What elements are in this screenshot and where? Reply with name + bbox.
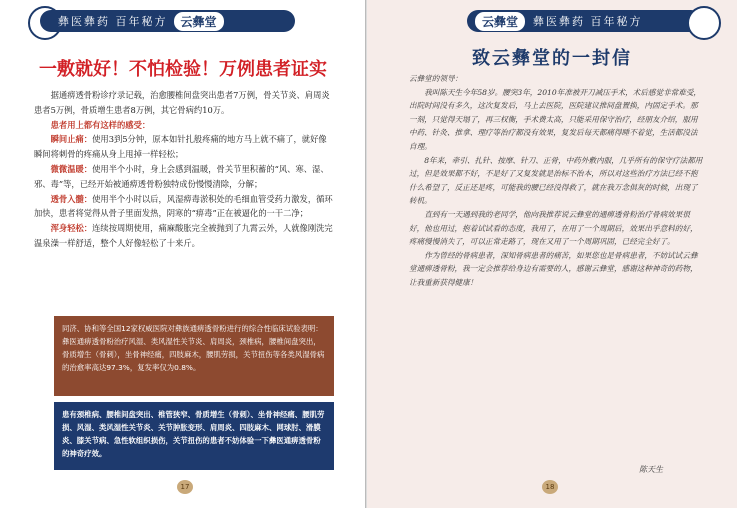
letter-paragraph: 8年来，牵引、扎针、按摩、针刀、正骨，中药外敷内服，几乎所有的保守疗法都用过，但是效果都不好，不是好了又复发就是治标不治本，所以对这些治疗方法已经不抱什么希望了，反正还是疼，可能我的腰已经没得救了，就在我万念俱灰的时候，出现了转机。 xyxy=(409,155,703,206)
letter-paragraph: 直到有一天遇到我的老同学，他向我推荐说云彝堂的通痹透骨粉治疗骨病效果很好，他也用过，抱着试试看的态度，我用了，在用了一个周期后，效果出乎意料的好，疼痛慢慢消失了，可以正常走路了，现在又用了一个周期巩固，已经完全好了。 xyxy=(409,209,698,247)
stage-paragraph: 瞬间止痛：使用3到5分钟，原本如针扎般疼痛的地方马上就不痛了，就好像瞬间将刺骨的疼痛从身上甩掉一样轻松； xyxy=(34,134,327,160)
indications-box: 患有颈椎病、腰椎间盘突出、椎管狭窄、骨质增生（骨刺）、坐骨神经痛、腰肌劳损、风湿、类风湿性关节炎、关节肿胀变形、肩周炎、四肢麻木、网球肘、滑膜炎、膝关节病、急性软组织损伤，关节扭伤的患者不妨体验一下彝医通痹透骨粉的神奇疗效。 xyxy=(54,402,334,470)
stage-paragraph: 浑身轻松：连续按周期使用，痛麻酸胀完全被抛到了九霄云外，人就像刚洗完温泉澡一样舒适，整个人好像轻松了十来斤。 xyxy=(34,223,333,248)
stage-paragraph: 透骨入髓：使用半个小时以后，风湿痹毒淤积处的毛细血管受药力激发，循环加快，患者将觉得从骨子里面发热，阴寒的“痹毒”正在被逼化的一干二净； xyxy=(34,193,333,219)
letter-paragraph: 我叫陈天生今年58岁。腰突3年，2010年准被开刀减压手术，术后感觉非常难受，出院时间没有多久，这次复发后，马上去医院，医院建议推间盘置换，内固定手术。那一刻，只觉得天塌了，再三权衡，手术费太高，只能采用保守治疗，经朋友介绍，服用中药、针灸、推拿、理疗等治疗都没有效果，复发后每天都痛得睡不着觉，生活都没法自理。 xyxy=(409,87,702,151)
left-header-text: 彝医彝药 百年秘方 xyxy=(58,15,168,28)
right-header-brand: 云彝堂 xyxy=(475,12,525,31)
clinical-trial-box: 同济、协和等全国12家权威医院对彝族通痹透骨粉进行的综合性临床试验表明：彝医通痹透骨粉治疗风湿、类风湿性关节炎、肩周炎，颈椎病，腰椎间盘突出，骨质增生（骨刺），坐骨神经痛，四肢麻木，腰肌劳损，关节扭伤等各类风湿骨病的治愈率高达97.3%，复发率仅为0.8%。 xyxy=(54,316,334,396)
right-header-band xyxy=(467,10,702,32)
left-body-text xyxy=(34,88,334,251)
stage-paragraph: 微微温暖：使用半个小时，身上会感到温暖，骨关节里积蓄的“风、寒、湿、邪、毒”等，已经开始被通痹透骨粉独特成份慢慢清除，分解； xyxy=(34,163,329,189)
left-header-brand: 云彝堂 xyxy=(174,12,224,31)
feelings-subheading: 患者用上都有这样的感受： xyxy=(50,119,151,130)
left-header-band xyxy=(40,10,295,32)
left-page xyxy=(0,0,366,508)
letter-signature: 陈天生 xyxy=(639,465,663,474)
right-header-text: 彝医彝药 百年秘方 xyxy=(533,15,643,28)
right-page xyxy=(367,0,737,508)
letter-title: 致云彝堂的一封信 xyxy=(472,48,632,69)
intro-paragraph: 据通痹透骨粉诊疗录记载，治愈腰椎间盘突出患者7万例，骨关节炎、肩周炎患者5万例，骨质增生患者8万例，其它骨病约10万。 xyxy=(34,90,330,115)
letter-paragraph: 作为曾经的骨病患者，深知骨病患者的痛苦，如果您也是骨病患者，不妨试试云彝堂通痹透骨粉，我一定会推荐给身边有需要的人，感谢云彝堂，感谢这种神奇的药物，让我重新获得健康！ xyxy=(409,250,698,287)
page-number-left: 17 xyxy=(177,480,193,494)
cloud-ornament-icon xyxy=(687,6,721,40)
letter-greeting: 云彝堂的领导： xyxy=(409,74,463,83)
page-number-right: 18 xyxy=(542,480,558,494)
letter-body xyxy=(409,72,705,290)
left-page-title: 一敷就好！不怕检验！万例患者证实 xyxy=(39,59,327,80)
